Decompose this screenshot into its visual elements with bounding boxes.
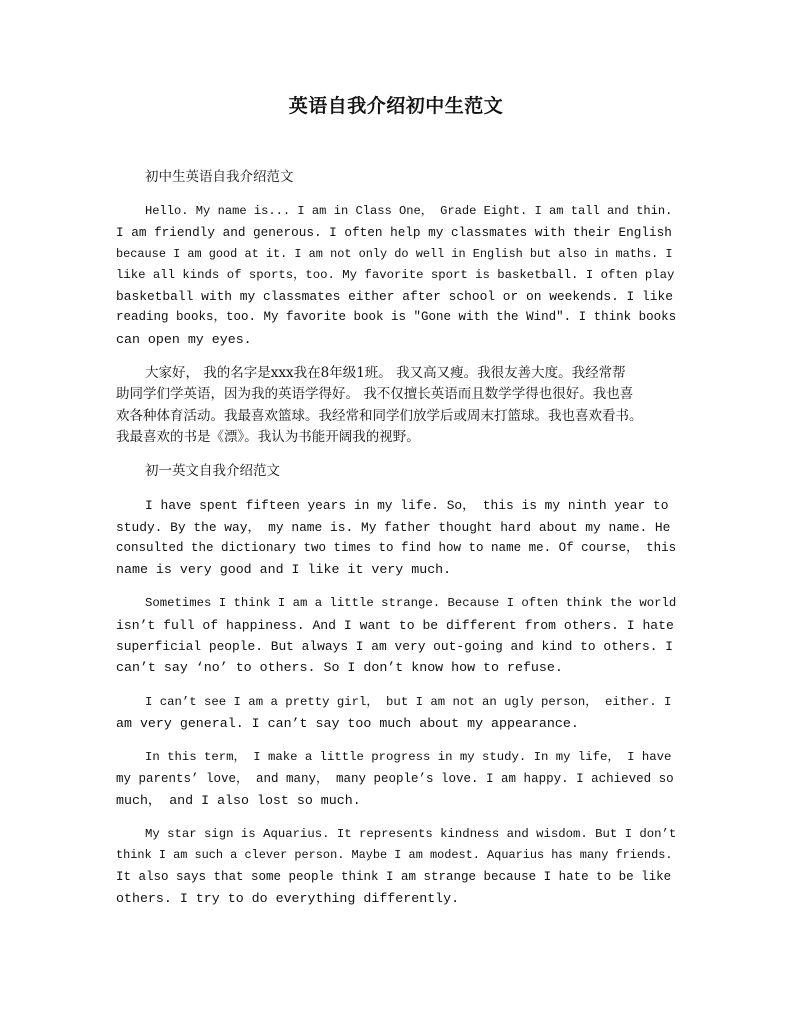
paragraph-line: can open my eyes.: [116, 331, 252, 347]
paragraph-line: my parents’ love， and many， many people’s love. I am happy. I achieved so: [116, 771, 674, 786]
english-paragraph: [116, 593, 677, 678]
paragraph-line: am very general. I can’t say too much about my appearance.: [116, 715, 579, 731]
paragraph-line: It also says that some people think I am strange because I hate to be like: [116, 869, 672, 884]
paragraph-line: 我最喜欢的书是《漂》。我认为书能开阔我的视野。: [116, 428, 420, 445]
paragraph-line: much， and I also lost so much.: [116, 792, 361, 808]
paragraph-line: 大家好， 我的名字是xxx我在8年级1班。 我又高又瘦。我很友善大度。我经常帮: [145, 365, 626, 382]
paragraph-line: basketball with my classmates either after school or on weekends. I like: [116, 289, 673, 305]
paragraph-line: 欢各种体育活动。我最喜欢篮球。我经常和同学们放学后或周末打篮球。我也喜欢看书。: [116, 407, 643, 424]
paragraph-line: because I am good at it. I am not only do well in English but also in maths. I: [116, 246, 673, 261]
paragraph-line: reading books，too. My favorite book is "Gone with the Wind". I think books: [116, 310, 677, 325]
paragraph-line: consulted the dictionary two times to find how to name me. Of course， this: [116, 540, 677, 555]
english-paragraph: [116, 201, 677, 350]
paragraph-line: 助同学们学英语，因为我的英语学得好。 我不仅擅长英语而且数学学得也很好。我也喜: [116, 386, 634, 403]
paragraph-line: isn’t full of happiness. And I want to be different from others. I hate: [116, 617, 674, 633]
paragraph-line: My star sign is Aquarius. It represents kindness and wisdom. But I don’t: [145, 827, 677, 842]
paragraph-line: study. By the way， my name is. My father thought hard about my name. He: [116, 519, 671, 535]
paragraph-line: name is very good and I like it very much.: [116, 562, 452, 578]
paragraph-line: superficial people. But always I am very out-going and kind to others. I: [116, 639, 673, 655]
english-paragraph: [116, 747, 674, 811]
chinese-paragraph: [116, 363, 674, 448]
paragraph-line: I can’t see I am a pretty girl， but I am not an ugly person， either. I: [145, 694, 672, 709]
paragraph-line: can’t say ‘no’ to others. So I don’t know how to refuse.: [116, 660, 563, 676]
paragraph-line: I have spent fifteen years in my life. So， this is my ninth year to: [145, 498, 669, 514]
paragraph-line: In this term， I make a little progress in my study. In my life， I have: [145, 750, 672, 765]
paragraph-line: Hello. My name is... I am in Class One， Grade Eight. I am tall and thin.: [145, 204, 673, 218]
paragraph-line: Sometimes I think I am a little strange. Because I often think the world: [145, 596, 677, 611]
document-title: 英语自我介绍初中生范文: [288, 95, 504, 117]
english-paragraph: [116, 692, 674, 735]
paragraph-line: I am friendly and generous. I often help my classmates with their English: [116, 225, 672, 241]
paragraph-line: others. I try to do everything differently.: [116, 891, 460, 907]
section-heading: 初一英文自我介绍范文: [145, 463, 280, 480]
english-paragraph: [116, 824, 677, 909]
paragraph-line: think I am such a clever person. Maybe I am modest. Aquarius has many friends.: [116, 848, 673, 863]
document-body: [116, 167, 677, 922]
section-heading: 初中生英语自我介绍范文: [145, 169, 294, 185]
paragraph-line: like all kinds of sports，too. My favorite sport is basketball. I often play: [116, 267, 675, 282]
english-paragraph: [116, 495, 677, 580]
